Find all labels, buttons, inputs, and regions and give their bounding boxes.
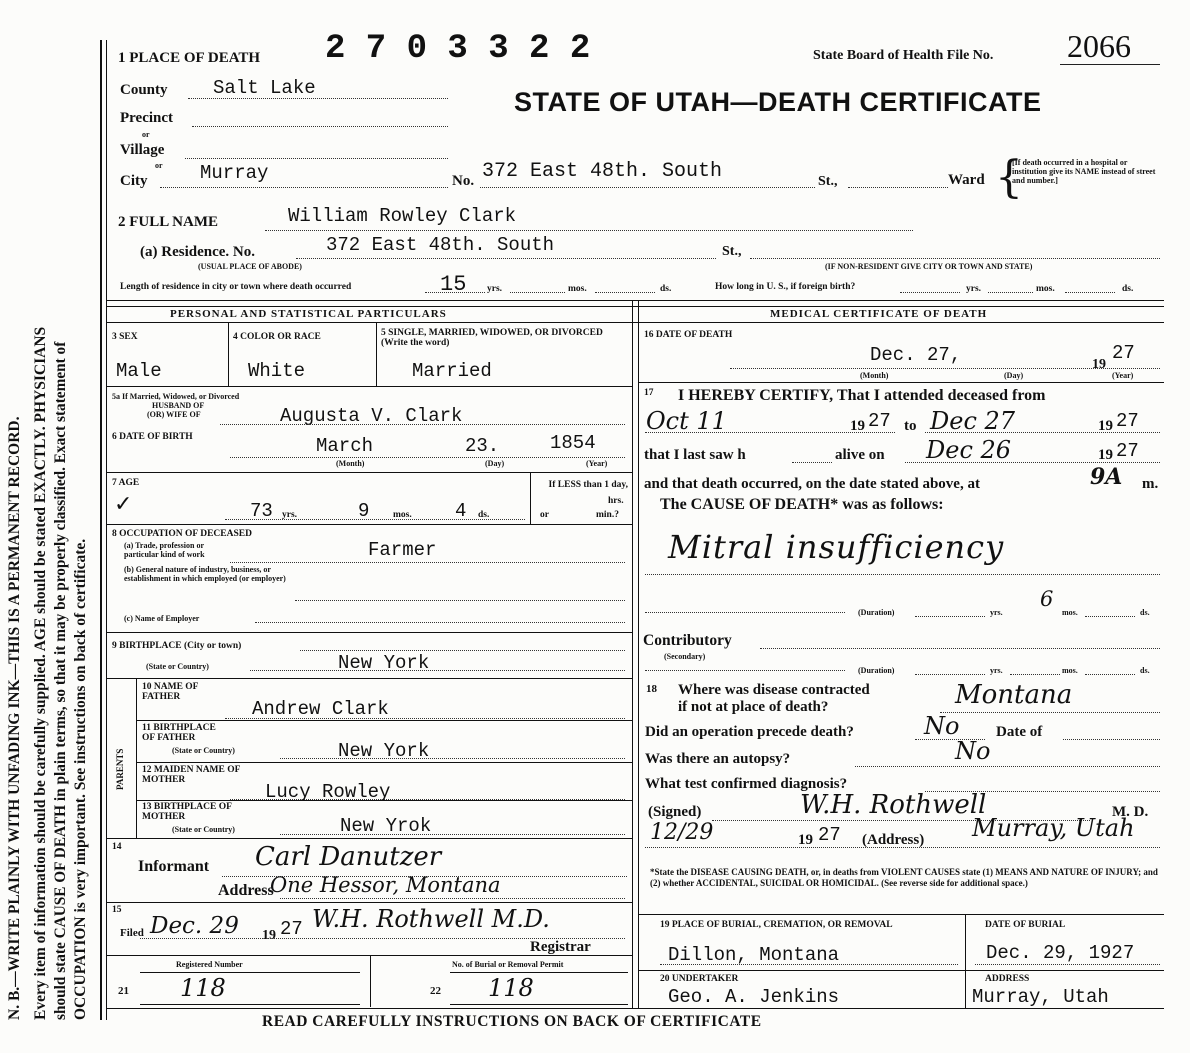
race-value: White xyxy=(248,360,306,382)
us-ds: ds. xyxy=(1122,284,1134,294)
residence-label: (a) Residence. No. xyxy=(140,244,255,260)
occupation-a-label: (a) Trade, profession or particular kind of work xyxy=(124,541,205,559)
age-ds-label: ds. xyxy=(478,510,490,520)
contracted-label-a: Where was disease contracted xyxy=(678,682,870,698)
informant-value: Carl Danutzer xyxy=(255,842,442,872)
death-day-label: (Day) xyxy=(1004,371,1024,380)
age-months: 9 xyxy=(358,500,370,522)
certificate-title: STATE OF UTAH—DEATH CERTIFICATE xyxy=(514,87,1042,117)
dob-day-label: (Day) xyxy=(485,459,505,468)
alive-on-label: alive on xyxy=(835,447,885,463)
st-label-1: St., xyxy=(818,174,838,189)
cause-duration-yrs: yrs. xyxy=(990,608,1003,617)
parents-label: PARENTS xyxy=(115,748,125,790)
ward-label: Ward xyxy=(948,172,985,188)
death-year-label: (Year) xyxy=(1112,371,1134,380)
burial-place-label: 19 PLACE OF BURIAL, CREMATION, OR REMOVAL xyxy=(660,920,893,930)
length-ds: ds. xyxy=(660,284,672,294)
length-mos: mos. xyxy=(568,284,587,294)
residence-value: 372 East 48th. South xyxy=(326,234,555,256)
cause-footnote: *State the DISEASE CAUSING DEATH, or, in deaths from VIOLENT CAUSES state (1) MEANS AND NATURE OF INJURY; and (2) whether ACCIDENTAL, SUICIDAL OR HOMICIDAL. (See reverse side for additional space.) xyxy=(650,867,1158,888)
age-check: ✓ xyxy=(114,492,133,517)
marital-label: 5 SINGLE, MARRIED, WIDOWED, OR DIVORCED (Write the word) xyxy=(381,328,603,348)
dob-month: March xyxy=(316,435,374,457)
attended-to-year: 27 xyxy=(1116,410,1139,432)
sex-label: 3 SEX xyxy=(112,332,138,342)
autopsy-label: Was there an autopsy? xyxy=(645,751,791,767)
village-label: Village xyxy=(120,142,165,158)
abode-note: (USUAL PLACE OF ABODE) xyxy=(198,262,302,271)
operation-value: No xyxy=(924,712,960,740)
or-2: or xyxy=(155,161,163,170)
birthplace-label: 9 BIRTHPLACE (City or town) xyxy=(112,641,242,651)
footer-instructions: READ CAREFULLY INSTRUCTIONS ON BACK OF CERTIFICATE xyxy=(262,1013,762,1030)
death-year-value: 27 xyxy=(1112,342,1135,364)
burial-date-label: DATE OF BURIAL xyxy=(985,920,1066,930)
length-yrs: yrs. xyxy=(487,284,503,294)
ward-note: [If death occurred in a hospital or institution give its NAME instead of street and number.] xyxy=(1012,158,1156,185)
sidebar-line-4: OCCUPATION is very important. See instructions on back of certificate. xyxy=(72,538,89,1020)
occupation-b-label: (b) General nature of industry, business, or establishment in which employed (or employer) xyxy=(124,565,286,583)
field-21: 21 xyxy=(118,985,129,997)
grid-top-line xyxy=(106,300,1164,301)
undertaker-label: 20 UNDERTAKER xyxy=(660,974,739,984)
st-label-2: St., xyxy=(722,244,742,259)
us-yrs: yrs. xyxy=(966,284,982,294)
medical-section-title: MEDICAL CERTIFICATE OF DEATH xyxy=(770,308,988,320)
occupation-value: Farmer xyxy=(368,539,437,561)
attended-to: Dec 27 xyxy=(930,407,1016,435)
grid-bottom-line xyxy=(106,1008,1164,1009)
min-label: min.? xyxy=(596,510,619,520)
m-label: m. xyxy=(1142,476,1159,492)
contracted-value: Montana xyxy=(955,680,1073,710)
cause-duration-label: (Duration) xyxy=(858,608,895,617)
age-yrs-label: yrs. xyxy=(282,510,298,520)
contrib-duration-label: (Duration) xyxy=(858,666,895,675)
field-22: 22 xyxy=(430,985,441,997)
operation-label: Did an operation precede death? xyxy=(645,724,854,740)
or-1: or xyxy=(142,130,150,139)
attended-from: Oct 11 xyxy=(646,407,727,435)
sidebar-line-1: N. B.—WRITE PLAINLY WITH UNFADING INK—THIS IS A PERMANENT RECORD. xyxy=(6,416,23,1020)
death-month-value: Dec. 27, xyxy=(870,344,962,366)
signed-value: W.H. Rothwell xyxy=(800,790,987,820)
hrs-label: hrs. xyxy=(608,496,624,506)
dob-year: 1854 xyxy=(550,432,596,454)
full-name-label: 2 FULL NAME xyxy=(118,214,219,230)
registrar-label: Registrar xyxy=(530,939,591,955)
registered-number-label: Registered Number xyxy=(176,960,243,969)
signed-date: 12/29 xyxy=(650,820,714,845)
sidebar-line-2: Every item of information should be carefully supplied. AGE should be stated EXACTLY. PHYSICIANS xyxy=(32,326,49,1020)
birthplace-value: New York xyxy=(338,652,430,674)
undertaker-address-label: ADDRESS xyxy=(985,974,1030,984)
file-number-label: State Board of Health File No. xyxy=(813,48,994,63)
stamp-number: 2 7 0 3 3 2 2 xyxy=(325,30,591,68)
burial-permit-value: 118 xyxy=(488,974,534,1002)
age-years: 73 xyxy=(250,500,273,522)
autopsy-value: No xyxy=(955,737,991,765)
nonresident-note: (IF NON-RESIDENT GIVE CITY OR TOWN AND STATE) xyxy=(825,262,1033,271)
file-number-line xyxy=(1060,64,1160,65)
cause-label: The CAUSE OF DEATH* was as follows: xyxy=(660,496,944,513)
operation-date-label: Date of xyxy=(996,724,1043,740)
death-occurred-label: and that death occurred, on the date stated above, at xyxy=(644,476,980,492)
length-residence-label: Length of residence in city or town where death occurred xyxy=(120,282,352,292)
sidebar-line-3: should state CAUSE OF DEATH in plain terms, so that it may be properly classified. Exact statement of xyxy=(52,341,69,1020)
center-divider xyxy=(632,300,633,1008)
occupation-c-label: (c) Name of Employer xyxy=(124,614,200,623)
race-label: 4 COLOR OR RACE xyxy=(233,332,321,342)
city-label: City xyxy=(120,173,148,189)
mother-value: Lucy Rowley xyxy=(265,781,391,803)
test-label: What test confirmed diagnosis? xyxy=(645,776,848,792)
registered-number-value: 118 xyxy=(180,974,226,1002)
signed-address-value: Murray, Utah xyxy=(972,814,1135,842)
precinct-label: Precinct xyxy=(120,110,174,126)
spouse-label-b: HUSBAND OF xyxy=(152,401,205,410)
dob-day: 23. xyxy=(465,435,500,457)
file-number: 2066 xyxy=(1067,28,1131,64)
full-name-value: William Rowley Clark xyxy=(288,205,517,227)
death-month-label: (Month) xyxy=(860,371,889,380)
informant-number: 14 xyxy=(112,842,122,852)
cause-duration-mos: mos. xyxy=(1062,608,1078,617)
occupation-label: 8 OCCUPATION OF DECEASED xyxy=(112,529,252,539)
spouse-label-a: 5a If Married, Widowed, or Divorced xyxy=(112,392,240,401)
age-days: 4 xyxy=(455,500,467,522)
filed-number: 15 xyxy=(112,905,122,915)
death-time: 9A xyxy=(1090,464,1123,490)
to-label: to xyxy=(904,418,917,434)
cause-value: Mitral insufficiency xyxy=(668,528,1005,566)
signed-year-prefix: 19 xyxy=(798,832,813,848)
mother-label: 12 MAIDEN NAME OF MOTHER xyxy=(142,765,241,785)
spouse-label-c: (OR) WIFE OF xyxy=(147,410,201,419)
father-state-label: (State or Country) xyxy=(172,746,235,755)
birthplace-state-label: (State or Country) xyxy=(146,662,209,671)
us-mos: mos. xyxy=(1036,284,1055,294)
age-mos-label: mos. xyxy=(393,510,412,520)
undertaker-value: Geo. A. Jenkins xyxy=(668,986,840,1008)
street-no-label: No. xyxy=(452,173,475,189)
street-value: 372 East 48th. South xyxy=(482,160,723,183)
age-label: 7 AGE xyxy=(112,478,140,488)
certify-text: I HEREBY CERTIFY, That I attended deceased from xyxy=(678,387,1046,404)
father-birthplace-label: 11 BIRTHPLACE OF FATHER xyxy=(142,723,216,743)
contrib-duration-ds: ds. xyxy=(1140,666,1150,675)
dob-month-label: (Month) xyxy=(336,459,365,468)
registrar-signature: W.H. Rothwell M.D. xyxy=(312,905,550,933)
md-label: M. D. xyxy=(1112,804,1149,820)
length-residence-years: 15 xyxy=(440,272,467,297)
contrib-duration-mos: mos. xyxy=(1062,666,1078,675)
dob-label: 6 DATE OF BIRTH xyxy=(112,432,193,442)
place-of-death-label: 1 PLACE OF DEATH xyxy=(118,50,261,66)
death-date-label: 16 DATE OF DEATH xyxy=(644,330,733,340)
attended-from-prefix: 19 xyxy=(850,418,865,434)
death-year-prefix: 19 xyxy=(1092,357,1106,372)
sex-value: Male xyxy=(116,360,162,382)
last-saw-year: 27 xyxy=(1116,440,1139,462)
filed-date: Dec. 29 xyxy=(150,913,239,939)
contracted-label-b: if not at place of death? xyxy=(678,699,829,715)
spouse-value: Augusta V. Clark xyxy=(280,405,463,427)
informant-label: Informant xyxy=(138,858,210,875)
cause-duration-ds: ds. xyxy=(1140,608,1150,617)
informant-address-value: One Hessor, Montana xyxy=(270,873,501,897)
secondary-label: (Secondary) xyxy=(664,652,706,661)
filed-label: Filed xyxy=(120,927,144,939)
less-than-label: If LESS than 1 day, xyxy=(548,480,628,490)
county-label: County xyxy=(120,82,168,98)
left-border xyxy=(100,40,102,1020)
father-value: Andrew Clark xyxy=(252,698,389,720)
burial-permit-label: No. of Burial or Removal Permit xyxy=(452,960,564,969)
contributory-label: Contributory xyxy=(643,632,732,649)
or-label: or xyxy=(540,510,549,520)
filed-year: 27 xyxy=(280,918,303,940)
last-saw-label: that I last saw h xyxy=(644,447,746,463)
cause-duration-value: 6 xyxy=(1040,587,1054,611)
father-label: 10 NAME OF FATHER xyxy=(142,682,199,702)
field-18: 18 xyxy=(646,683,657,695)
personal-section-title: PERSONAL AND STATISTICAL PARTICULARS xyxy=(170,308,447,320)
last-saw-date: Dec 26 xyxy=(926,436,1012,464)
left-border-inner xyxy=(106,40,107,1020)
field-17: 17 xyxy=(644,388,654,398)
father-birthplace-value: New York xyxy=(338,740,430,762)
attended-from-year: 27 xyxy=(868,410,891,432)
signed-address-label: (Address) xyxy=(862,832,925,848)
dob-year-label: (Year) xyxy=(586,459,608,468)
marital-value: Married xyxy=(412,360,492,382)
undertaker-address-value: Murray, Utah xyxy=(972,986,1109,1008)
county-value: Salt Lake xyxy=(213,77,316,99)
mother-state-label: (State or Country) xyxy=(172,825,235,834)
signed-label: (Signed) xyxy=(648,804,702,820)
mother-birthplace-label: 13 BIRTHPLACE OF MOTHER xyxy=(142,802,232,822)
informant-address-label: Address xyxy=(218,882,274,899)
filed-year-prefix: 19 xyxy=(262,928,276,943)
ward-brace: { xyxy=(995,152,1023,203)
us-residence-label: How long in U. S., if foreign birth? xyxy=(715,282,856,292)
burial-date-value: Dec. 29, 1927 xyxy=(986,942,1135,964)
mother-birthplace-value: New Yrok xyxy=(340,815,432,837)
attended-to-prefix: 19 xyxy=(1098,418,1113,434)
contrib-duration-yrs: yrs. xyxy=(990,666,1003,675)
signed-year: 27 xyxy=(818,824,841,846)
burial-place-value: Dillon, Montana xyxy=(668,944,840,966)
city-value: Murray xyxy=(200,162,269,184)
last-saw-prefix: 19 xyxy=(1098,447,1113,463)
